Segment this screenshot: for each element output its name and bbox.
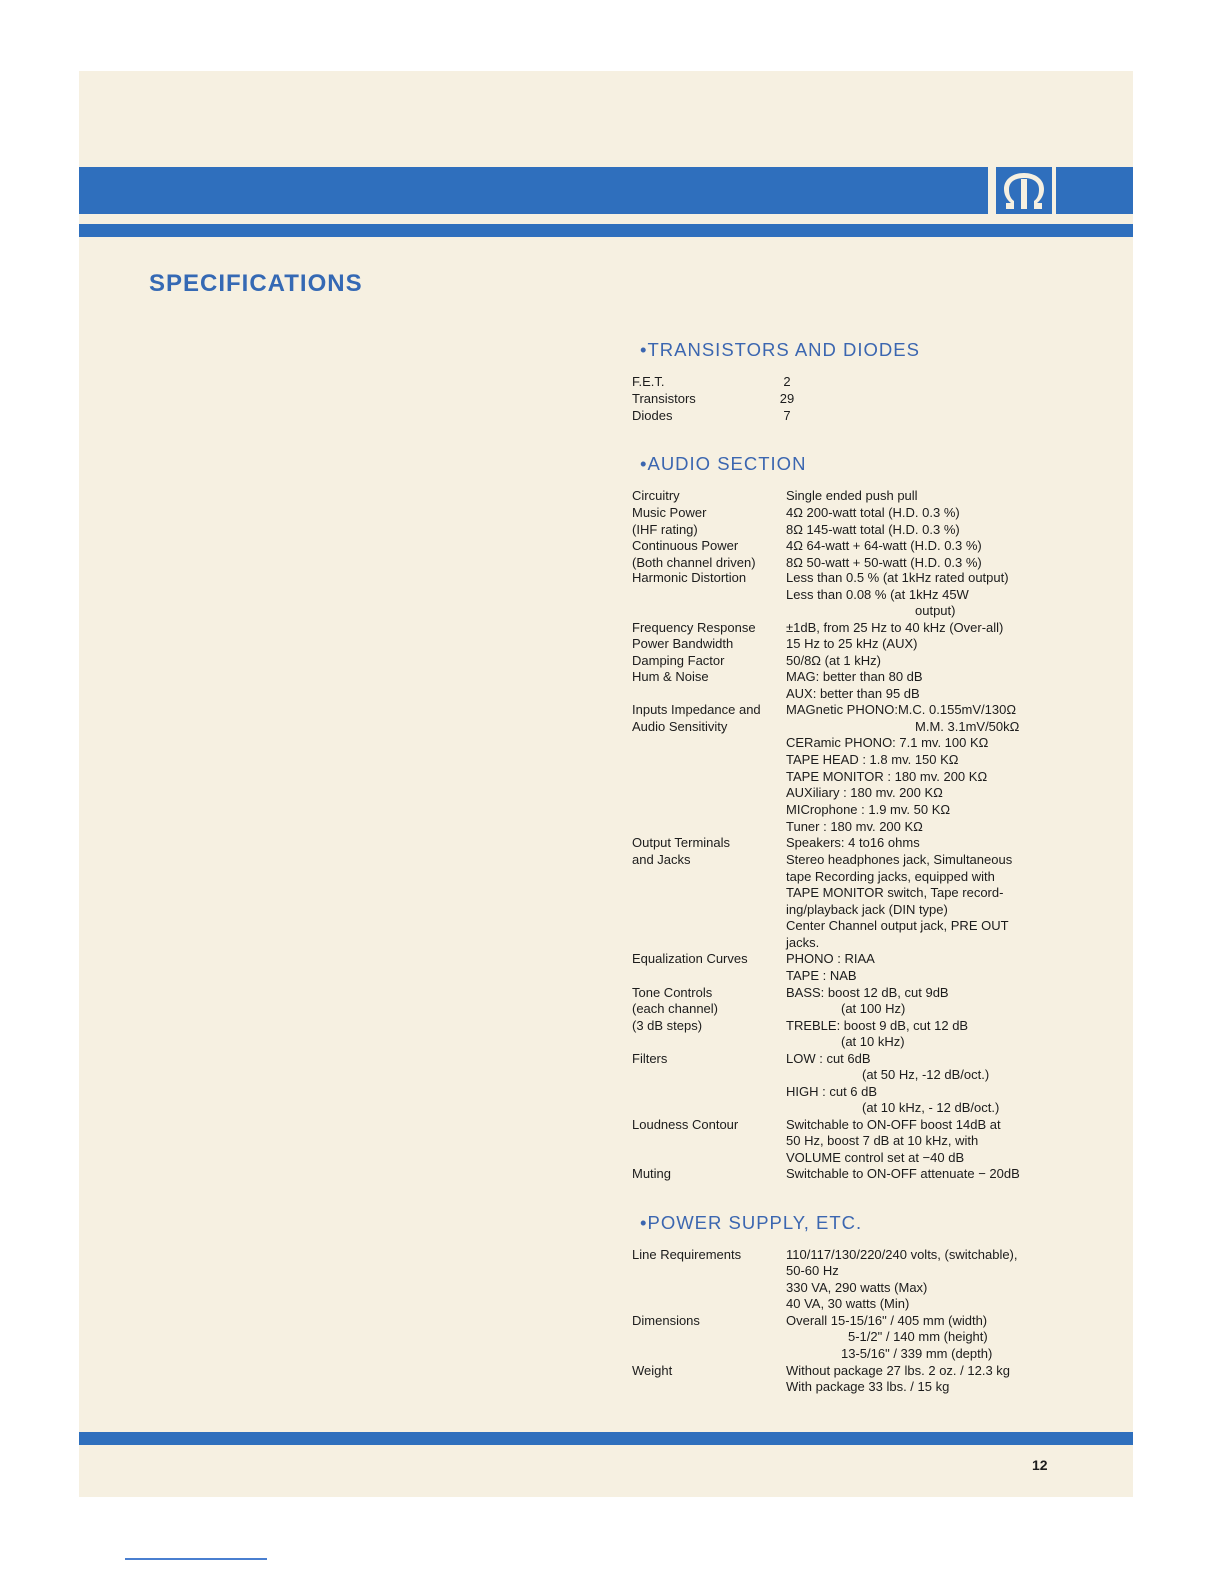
spec-value: TAPE MONITOR switch, Tape record- [786,885,1004,900]
spec-value: PHONO : RIAA [786,951,875,966]
spec-value: 4Ω 200-watt total (H.D. 0.3 %) [786,505,960,520]
section-heading-transistors: •TRANSISTORS AND DIODES [640,339,920,360]
spec-value: TAPE MONITOR : 180 mv. 200 KΩ [786,769,988,784]
spec-label: Weight [632,1363,673,1378]
spec-label: Circuitry [632,488,680,503]
spec-value: Switchable to ON-OFF attenuate − 20dB [786,1166,1020,1181]
spec-label: (Both channel driven) [632,555,756,570]
spec-label: Equalization Curves [632,951,748,966]
spec-value: Stereo headphones jack, Simultaneous [786,852,1013,867]
page-title: SPECIFICATIONS [149,270,363,297]
spec-label: and Jacks [632,852,691,867]
spec-label: Loudness Contour [632,1117,739,1132]
spec-value: CERamic PHONO: 7.1 mv. 100 KΩ [786,735,989,750]
spec-label: Dimensions [632,1313,700,1328]
spec-label: Frequency Response [632,620,756,635]
spec-value: (at 10 kHz) [841,1034,905,1049]
spec-label: F.E.T. [632,374,665,389]
spec-value: 110/117/130/220/240 volts, (switchable), [786,1247,1018,1262]
spec-label: (IHF rating) [632,522,698,537]
spec-value: ing/playback jack (DIN type) [786,902,948,917]
spec-value: TAPE HEAD : 1.8 mv. 150 KΩ [786,752,959,767]
header-rule [79,224,1133,237]
section-heading-power: •POWER SUPPLY, ETC. [640,1212,863,1233]
spec-value: AUXiliary : 180 mv. 200 KΩ [786,785,943,800]
spec-value: AUX: better than 95 dB [786,686,920,701]
section-heading-audio: •AUDIO SECTION [640,453,807,474]
spec-value: 7 [783,408,791,423]
spec-value: Center Channel output jack, PRE OUT [786,918,1009,933]
spec-label: Transistors [632,391,696,406]
spec-label: Line Requirements [632,1247,742,1262]
spec-label: Tone Controls [632,985,713,1000]
spec-value: 15 Hz to 25 kHz (AUX) [786,636,918,651]
spec-label: Harmonic Distortion [632,570,747,585]
spec-value: 40 VA, 30 watts (Min) [786,1296,910,1311]
spec-label: Inputs Impedance and [632,702,761,717]
spec-value: With package 33 lbs. / 15 kg [786,1379,950,1394]
spec-label: (each channel) [632,1001,718,1016]
spec-value: output) [915,603,956,618]
spec-value: 50/8Ω (at 1 kHz) [786,653,881,668]
spec-value: LOW : cut 6dB [786,1051,871,1066]
spec-value: tape Recording jacks, equipped with [786,869,995,884]
spec-value: 13-5/16" / 339 mm (depth) [841,1346,993,1361]
spec-value: 4Ω 64-watt + 64-watt (H.D. 0.3 %) [786,538,982,553]
spec-value: M.M. 3.1mV/50kΩ [915,719,1020,734]
spec-label: Audio Sensitivity [632,719,728,734]
divider-line [125,1558,267,1560]
spec-label: Diodes [632,408,673,423]
spec-value: Without package 27 lbs. 2 oz. / 12.3 kg [786,1363,1011,1378]
spec-value: Less than 0.08 % (at 1kHz 45W [786,587,969,602]
spec-value: MAG: better than 80 dB [786,669,923,684]
spec-value: (at 10 kHz, - 12 dB/oct.) [862,1100,1000,1115]
spec-value: Less than 0.5 % (at 1kHz rated output) [786,570,1009,585]
spec-label: Muting [632,1166,672,1181]
spec-label: Damping Factor [632,653,725,668]
spec-value: TREBLE: boost 9 dB, cut 12 dB [786,1018,969,1033]
spec-value: Tuner : 180 mv. 200 KΩ [786,819,923,834]
spec-value: BASS: boost 12 dB, cut 9dB [786,985,949,1000]
spec-value: ±1dB, from 25 Hz to 40 kHz (Over-all) [786,620,1004,635]
spec-value: Speakers: 4 to16 ohms [786,835,920,850]
brand-logo [996,167,1052,214]
spec-value: 50-60 Hz [786,1263,839,1278]
header-band [79,167,1133,214]
spec-value: jacks. [786,935,820,950]
spec-label: Filters [632,1051,668,1066]
spec-value: 50 Hz, boost 7 dB at 10 kHz, with [786,1133,979,1148]
spec-label: Continuous Power [632,538,739,553]
omega-logo-icon [1000,170,1048,212]
spec-value: TAPE : NAB [786,968,857,983]
spec-value: HIGH : cut 6 dB [786,1084,878,1099]
spec-label: Music Power [632,505,707,520]
footer-rule [79,1432,1133,1445]
spec-value: VOLUME control set at −40 dB [786,1150,965,1165]
spec-value: MICrophone : 1.9 mv. 50 KΩ [786,802,951,817]
page-number: 12 [1032,1457,1048,1473]
spec-value: (at 100 Hz) [841,1001,906,1016]
spec-label: Power Bandwidth [632,636,734,651]
spec-value: 5-1/2" / 140 mm (height) [848,1329,988,1344]
spec-value: 8Ω 50-watt + 50-watt (H.D. 0.3 %) [786,555,982,570]
spec-value: 2 [783,374,791,389]
spec-value: 8Ω 145-watt total (H.D. 0.3 %) [786,522,960,537]
spec-value: Overall 15-15/16" / 405 mm (width) [786,1313,988,1328]
spec-label: Hum & Noise [632,669,709,684]
spec-label: Output Terminals [632,835,731,850]
spec-label: (3 dB steps) [632,1018,703,1033]
spec-value: 330 VA, 290 watts (Max) [786,1280,928,1295]
spec-value: MAGnetic PHONO:M.C. 0.155mV/130Ω [786,702,1017,717]
spec-value: Single ended push pull [786,488,918,503]
spec-value: (at 50 Hz, -12 dB/oct.) [862,1067,990,1082]
spec-value: 29 [779,391,795,406]
spec-value: Switchable to ON-OFF boost 14dB at [786,1117,1001,1132]
